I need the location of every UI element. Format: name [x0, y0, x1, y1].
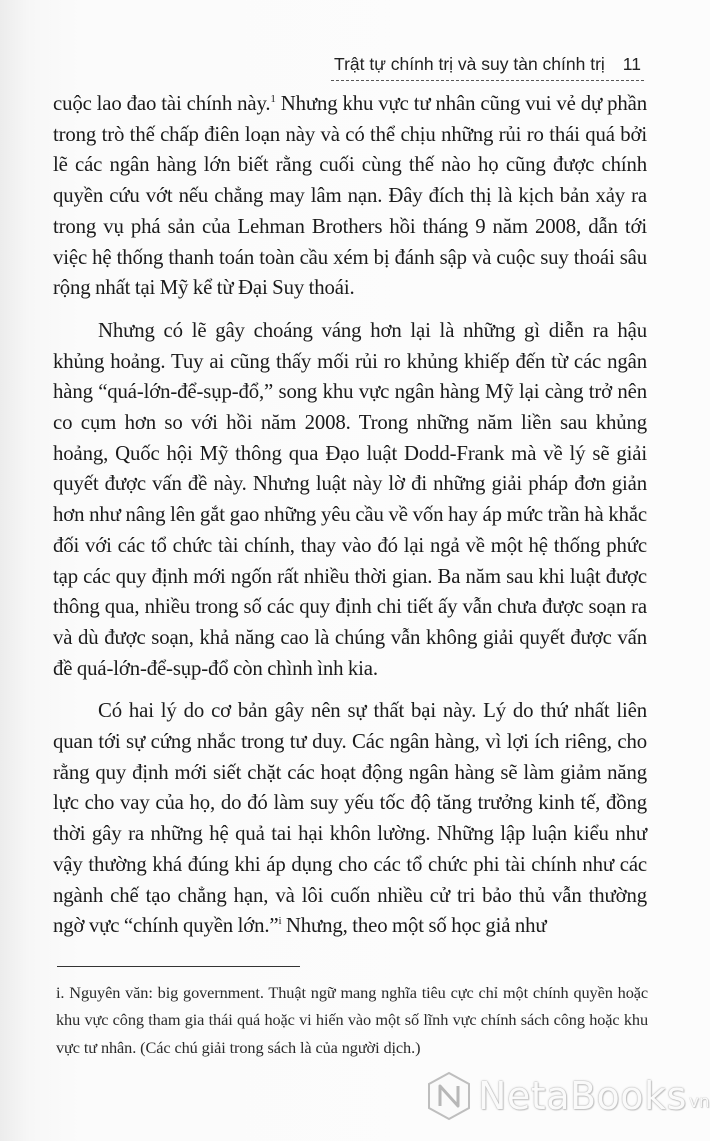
paragraph-3 [53, 696, 647, 942]
running-title: Trật tự chính trị và suy tàn chính trị [334, 54, 605, 74]
paragraph-1 [53, 89, 647, 304]
paragraph-3-text-cont: Nhưng, theo một số học giả như [281, 914, 547, 938]
paragraph-1-text-cont: Nhưng khu vực tư nhân cũng vui vẻ dự phần trong trò thế chấp điên loạn này và có thể chịu những rủi ro thái quá bởi lẽ các ngân hàng lớn biết rằng cuối cùng thế nào họ cũng được chính quyền cứu vớt nếu chẳng may lâm nạn. Đây đích thị là kịch bản xảy ra trong vụ phá sản của Lehman Brothers hồi tháng 9 năm 2008, dẫn tới việc hệ thống thanh toán toàn cầu xém bị đánh sập và cuộc suy thoái sâu rộng nhất tại Mỹ kể từ Đại Suy thoái. [53, 92, 647, 300]
body-text [53, 89, 647, 942]
note-reference-1: 1 [270, 93, 276, 106]
netabooks-logo-icon [426, 1071, 472, 1121]
running-header [331, 52, 644, 76]
paragraph-3-text: Có hai lý do cơ bản gây nên sự thất bại này. Lý do thứ nhất liên quan tới sự cứng nhắc trong tư duy. Các ngân hàng, vì lợi ích riêng, cho rằng quy định mới siết chặt các hoạt động ngân hàng sẽ làm giảm năng lực cho vay của họ, do đó làm suy yếu tốc độ tăng trưởng kinh tế, đồng thời gây ra những hệ quả tai hại khôn lường. Những lập luận kiểu như vậy thường khá đúng khi áp dụng cho các tổ chức phi tài chính như các ngành chế tạo chẳng hạn, và lôi cuốn nhiều cử tri bảo thủ vẫn thường ngờ vực “chính quyền lớn.” [53, 699, 647, 938]
footnotes [56, 979, 648, 1062]
watermark-brand: NetaBooks [478, 1074, 687, 1119]
paragraph-2: Nhưng có lẽ gây choáng váng hơn lại là những gì diễn ra hậu khủng hoảng. Tuy ai cũng thấy mối rủi ro khủng khiếp đến từ các ngân hàng “quá-lớn-để-sụp-đổ,” song khu vực ngân hàng Mỹ lại càng trở nên co cụm hơn so với hồi năm 2008. Trong những năm liền sau khủng hoảng, Quốc hội Mỹ thông qua Đạo luật Dodd-Frank mà về lý sẽ giải quyết được vấn đề này. Nhưng luật này lờ đi những giải pháp đơn giản hơn như nâng lên gắt gao những yêu cầu về vốn hay áp mức trần hà khắc đối với các tổ chức tài chính, thay vào đó lại ngả về một hệ thống phức tạp các quy định mới ngốn rất nhiều thời gian. Ba năm sau khi luật được thông qua, nhiều trong số các quy định chi tiết ấy vẫn chưa được soạn ra và dù được soạn, khả năng cao là chúng vẫn không giải quyết được vấn đề quá-lớn-để-sụp-đổ còn chình ình kia. [53, 318, 647, 680]
page-number: 11 [622, 54, 641, 74]
watermark [426, 1071, 710, 1121]
note-reference-i: i [278, 915, 282, 928]
footnote-divider [57, 966, 300, 967]
footnote-i: i. Nguyên văn: big government. Thuật ngữ mang nghĩa tiêu cực chỉ một chính quyền hoặc khu vực công tham gia thái quá hoặc vi hiến vào một số lĩnh vực chính sách công hoặc khu vực tư nhân. (Các chú giải trong sách là của người dịch.) [56, 982, 648, 1057]
header-divider [331, 52, 644, 81]
paragraph-1-text: cuộc lao đao tài chính này. [53, 92, 271, 115]
watermark-suffix: vn [688, 1092, 710, 1113]
